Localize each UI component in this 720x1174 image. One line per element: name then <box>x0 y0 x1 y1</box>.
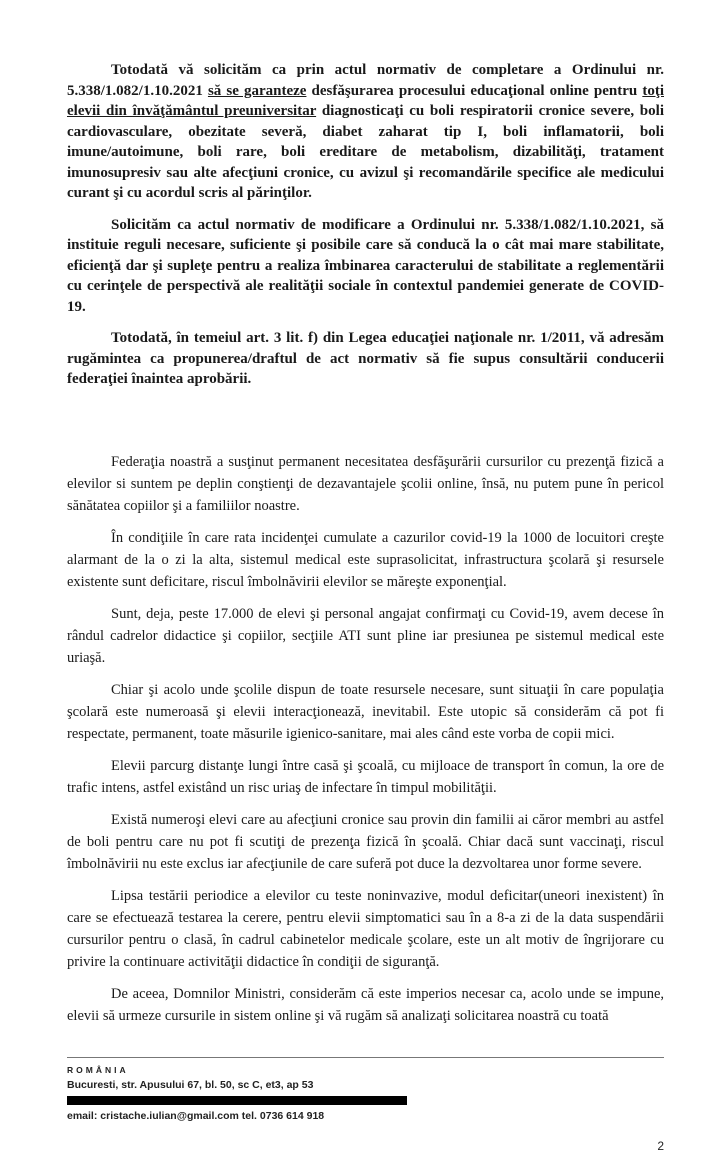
body-paragraph: Federaţia noastră a susţinut permanent necesitatea desfăşurării cursurilor cu prezenţă fizică a elevilor si suntem pe deplin conştienţi de dezavantajele şcolii online, însă, nu putem pune în pericol sănătatea copiilor şi a familiilor noastre. <box>67 453 664 514</box>
paragraph-request-2 <box>67 215 664 318</box>
footer-address: Bucuresti, str. Apusului 67, bl. 50, sc C, et3, ap 53 <box>67 1078 314 1091</box>
footer-country: ROMÂNIA <box>67 1064 129 1075</box>
footer-contact: email: cristache.iulian@gmail.com tel. 0736 614 918 <box>67 1109 325 1122</box>
body-paragraph: În condiţiile în care rata incidenţei cumulate a cazurilor covid-19 la 1000 de locuitori creşte alarmant de la o zi la alta, sistemul medical este suprasolicitat, infrastructura şcolară şi resursele existente sunt deficitare, riscul îmbolnăvirii elevilor se măreşte exponenţial. <box>67 529 664 590</box>
body-paragraph: Sunt, deja, peste 17.000 de elevi şi personal angajat confirmaţi cu Covid-19, avem decese în rândul cadrelor didactice şi copiilor, secţiile ATI sunt pline iar presiunea pe sistemul medical este uriaşă. <box>67 605 664 666</box>
body-text-section <box>67 451 664 1037</box>
body-paragraph: Există numeroşi elevi care au afecţiuni cronice sau provin din familii ai căror membri au astfel de boli pentru care nu pot fi scutiţi de prezenţa fizică în şcoală. Chiar dacă sunt vaccinaţi, riscul îmbolnăvirii nu este exclus iar afecţiunile de care suferă pot duce la dezvoltarea unor forme severe. <box>67 811 664 872</box>
paragraph-request-1 <box>67 60 664 204</box>
body-paragraph: Elevii parcurg distanţe lungi între casă şi şcoală, cu mijloace de transport în comun, la ore de trafic intens, astfel existând un risc uriaş de infectare în timpul mobilităţii. <box>67 757 664 796</box>
underlined-text-guarantee: să se garanteze <box>207 82 307 99</box>
text-run: Totodată vă solicităm ca prin actul normativ de completare a Ordinului nr. 5.338/1.082/1.10.2021 <box>67 62 664 99</box>
text-run: Solicităm ca actul normativ de modificare a Ordinului nr. 5.338/1.082/1.10.2021, să instituie reguli necesare, suficiente şi posibile care să conducă la o cât mai mare stabilitate, eficienţă dar şi supleţe pentru a realiza îmbinarea caracterului de stabilitate a reglementării cu cerinţele de perspectivă ale realităţii sociale în contextul pandemiei generate de COVID-19. <box>67 216 664 315</box>
paragraph-request-3 <box>67 328 664 390</box>
page-number: 2 <box>657 1138 664 1153</box>
body-paragraph: Lipsa testării periodice a elevilor cu teste noninvazive, modul deficitar(uneori inexistent) în care se efectuează testarea la cerere, pentru elevii simptomatici sau în a 8-a zi de la data suspendării cursurilor pentru o clasă, în cadrul cabinetelor medicale şcolare, este un alt motiv de îngrijorare cu privire la continuare activităţii didactice în condiţii de siguranţă. <box>67 887 664 970</box>
footer-divider <box>67 1057 664 1058</box>
footer-block <box>67 1057 664 1154</box>
text-run: desfăşurarea procesului educaţional online pentru <box>306 82 643 99</box>
underlined-text-all-students: toţi elevii din învăţământul preuniversitar <box>67 82 664 119</box>
body-paragraph: Chiar şi acolo unde şcolile dispun de toate resursele necesare, sunt situaţii în care populaţia şcolară este numeroasă şi elevii interacţionează, inevitabil. Este utopic să considerăm că pot fi respectate, permanent, toate măsurile igienico-sanitare, mai ales când este vorba de copii mici. <box>67 681 664 742</box>
text-run: diagnosticaţi cu boli respiratorii cronice severe, boli cardiovasculare, obezitate severă, diabet zaharat tip I, boli inflamatorii, boli imune/autoimune, boli rare, boli ereditare de metabolism, dizabilităţi, tratament imunosupresiv sau alte afecţiuni cronice, cu avizul şi recomandările specifice ale medicului curant şi cu acordul scris al părinţilor. <box>67 103 664 201</box>
body-paragraph: De aceea, Domnilor Ministri, considerăm că este imperios necesar ca, acolo unde se impune, elevii să urmeze cursurile in sistem online şi vă rugăm să analizaţi solicitarea noastră cu toată <box>67 985 664 1024</box>
letterhead-footer <box>67 1064 664 1124</box>
redaction-bar <box>67 1096 407 1105</box>
bold-request-section <box>67 60 664 401</box>
text-run: Totodată, în temeiul art. 3 lit. f) din Legea educaţiei naţionale nr. 1/2011, vă adresăm rugămintea ca propunerea/draftul de act normativ să fie supus consultării conducerii federaţiei înaintea aprobării. <box>67 330 664 387</box>
